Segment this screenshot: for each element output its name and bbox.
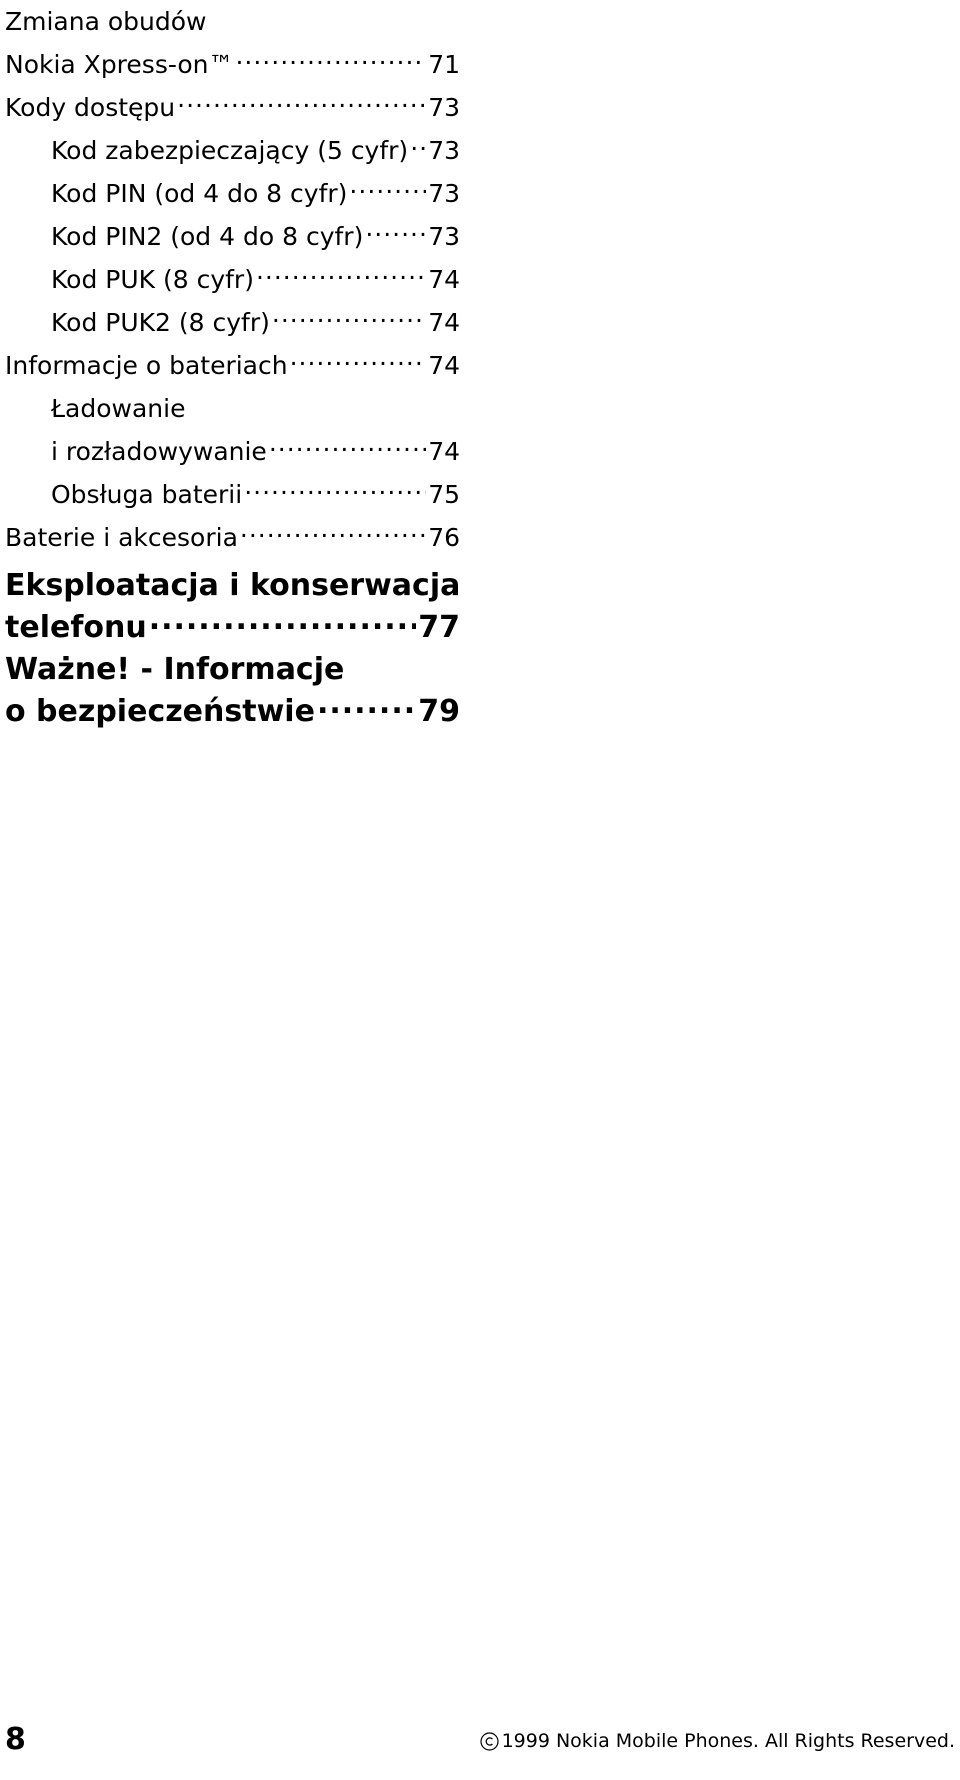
toc-page-number: 74 — [428, 351, 460, 380]
toc-page-number: 73 — [428, 93, 460, 122]
dot-leader — [269, 435, 426, 460]
toc-entry-label: Informacje o bateriach — [5, 351, 288, 380]
toc-entry-label-line1: Ładowanie — [51, 394, 186, 423]
dot-leader — [149, 607, 417, 637]
toc-entry-label: Kod PUK (8 cyfr) — [51, 265, 254, 294]
copyright-icon — [480, 1732, 499, 1751]
toc-entry-line2 — [5, 691, 460, 733]
toc-page-number: 76 — [428, 523, 460, 552]
toc-entry-label: Kod PIN2 (od 4 do 8 cyfr) — [51, 222, 364, 251]
toc-entry-label: Zmiana obudów — [5, 7, 207, 36]
toc-entry-kod-puk2[interactable] — [5, 301, 460, 344]
toc-entry-kody-dostepu[interactable] — [5, 86, 460, 129]
toc-page-number: 71 — [428, 50, 460, 79]
toc-entry-label: Kod PIN (od 4 do 8 cyfr) — [51, 179, 348, 208]
toc-entry-label: Nokia Xpress-on™ — [5, 50, 234, 79]
dot-leader — [177, 91, 426, 116]
dot-leader — [235, 48, 426, 73]
dot-leader — [349, 177, 426, 202]
toc-entry-kod-pin[interactable] — [5, 172, 460, 215]
toc-entry-baterie-i-akcesoria[interactable] — [5, 516, 460, 559]
toc-page-number: 75 — [428, 480, 460, 509]
toc-entry-wazne[interactable] — [5, 649, 460, 733]
footer-page-number: 8 — [5, 1722, 26, 1757]
toc-entry-label-line2: telefonu — [5, 610, 147, 645]
toc-page-number: 74 — [428, 437, 460, 466]
toc-page-number: 79 — [418, 694, 460, 729]
toc-entry-label-line1: Ważne! - Informacje — [5, 652, 345, 687]
toc-page-number: 77 — [418, 610, 460, 645]
toc-entry-label-line2: o bezpieczeństwie — [5, 694, 315, 729]
toc-page-number: 73 — [428, 136, 460, 165]
dot-leader — [365, 220, 426, 245]
toc-entry-kod-pin2[interactable] — [5, 215, 460, 258]
footer-copyright — [480, 1730, 955, 1752]
toc-heading-zmiana-obudow — [5, 0, 460, 43]
toc-entry-line2 — [5, 607, 460, 649]
toc-page-number: 74 — [428, 308, 460, 337]
table-of-contents — [5, 0, 460, 733]
dot-leader — [290, 349, 427, 374]
dot-leader — [256, 263, 426, 288]
toc-entry-nokia-xpress[interactable] — [5, 43, 460, 86]
toc-entry-line2 — [51, 430, 460, 473]
toc-entry-informacje-o-bateriach[interactable] — [5, 344, 460, 387]
dot-leader — [244, 478, 426, 503]
toc-page-number: 74 — [428, 265, 460, 294]
toc-entry-label-line2: i rozładowywanie — [51, 437, 267, 466]
toc-entry-label: Kody dostępu — [5, 93, 176, 122]
dot-leader — [240, 521, 426, 546]
toc-entry-eksploatacja[interactable] — [5, 565, 460, 649]
toc-entry-label: Baterie i akcesoria — [5, 523, 238, 552]
toc-entry-label: Obsługa baterii — [51, 480, 243, 509]
toc-entry-obsluga-baterii[interactable] — [5, 473, 460, 516]
dot-leader — [410, 134, 426, 159]
toc-page-number: 73 — [428, 222, 460, 251]
toc-entry-label: Kod PUK2 (8 cyfr) — [51, 308, 270, 337]
toc-page-number: 73 — [428, 179, 460, 208]
dot-leader — [272, 306, 426, 331]
copyright-text: 1999 Nokia Mobile Phones. All Rights Reserved. — [501, 1730, 955, 1752]
dot-leader — [317, 691, 416, 721]
toc-entry-ladowanie[interactable] — [5, 387, 460, 473]
toc-entry-label: Kod zabezpieczający (5 cyfr) — [51, 136, 409, 165]
toc-entry-kod-puk[interactable] — [5, 258, 460, 301]
toc-entry-label-line1: Eksploatacja i konserwacja — [5, 568, 461, 603]
toc-entry-kod-zabezpieczajacy[interactable] — [5, 129, 460, 172]
